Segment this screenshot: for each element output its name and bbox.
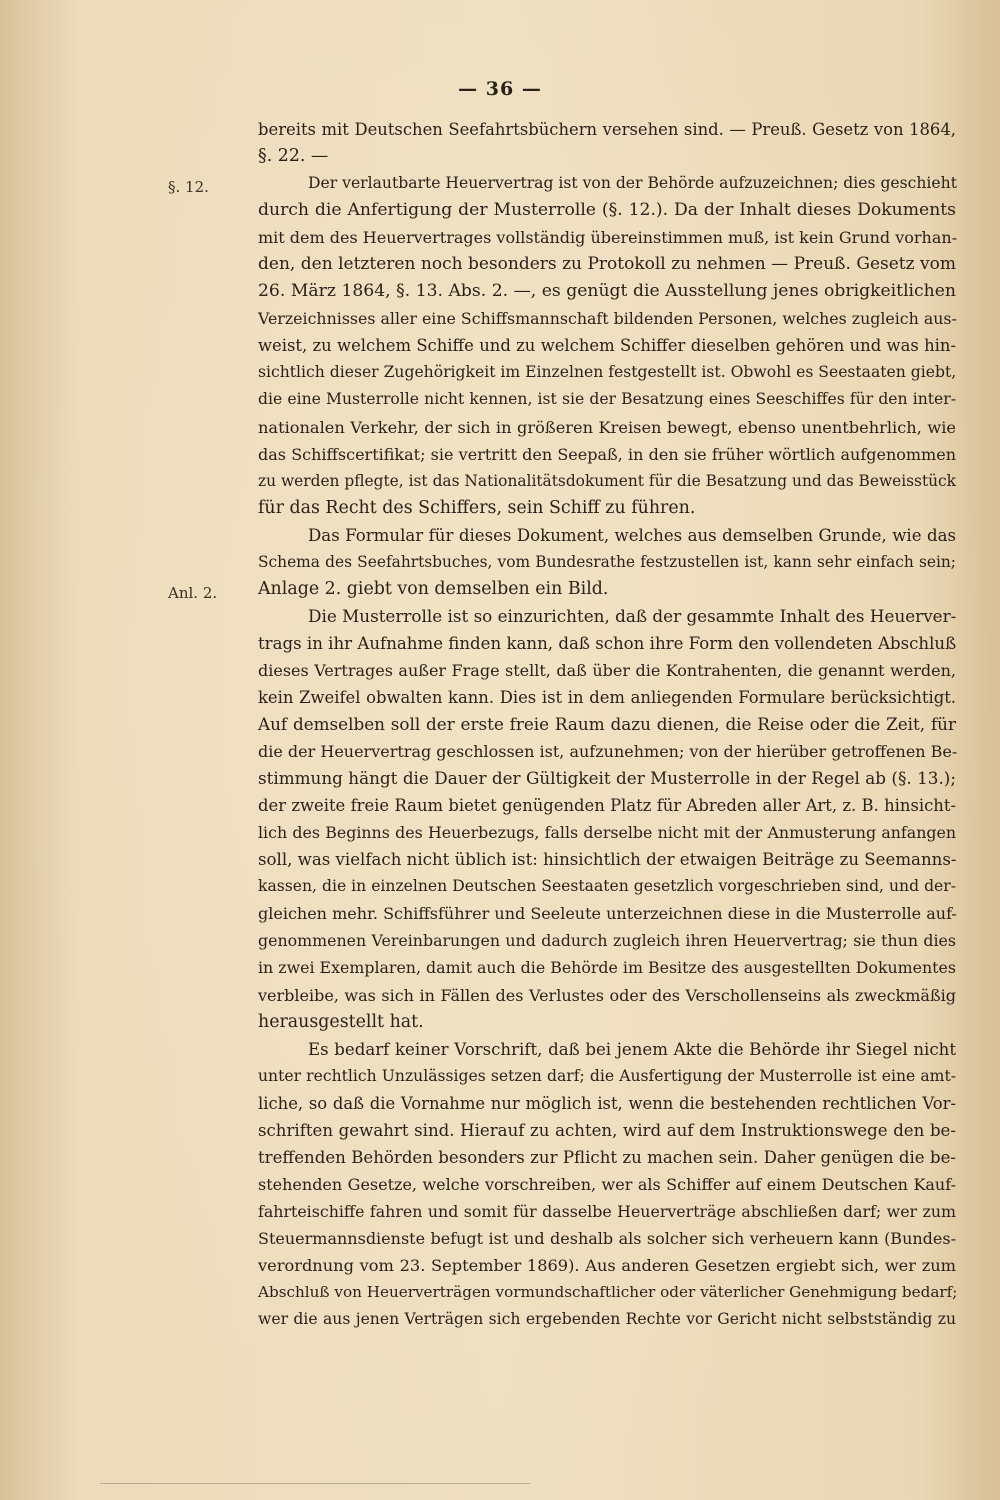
text-line: dieses Vertrages außer Frage stellt, daß über die Kontrahenten, die genannt werden, bbox=[258, 660, 956, 680]
text-line: kein Zweifel obwalten kann. Dies ist in dem anliegenden Formulare berücksichtigt. bbox=[258, 687, 956, 707]
text-line: treffenden Behörden besonders zur Pflicht zu machen sein. Daher genügen die be- bbox=[258, 1147, 956, 1167]
text-line: weist, zu welchem Schiffe und zu welchem Schiffer dieselben gehören und was hin- bbox=[258, 336, 956, 356]
text-line: durch die Anfertigung der Musterrolle (§. 12.). Da der Inhalt dieses Dokuments bbox=[258, 200, 956, 221]
text-line: bereits mit Deutschen Seefahrtsbüchern versehen sind. — Preuß. Gesetz von 1864, bbox=[258, 120, 956, 139]
margin-note-section-12: §. 12. bbox=[168, 178, 209, 196]
text-line: der zweite freie Raum bietet genügenden Platz für Abreden aller Art, z. B. hinsicht- bbox=[258, 796, 956, 816]
text-line: Steuermannsdienste befugt ist und deshalb als solcher sich verheuern kann (Bundes- bbox=[258, 1228, 956, 1248]
text-line: herausgestellt hat. bbox=[258, 1011, 424, 1032]
page-number-text: — 36 — bbox=[458, 78, 542, 100]
text-line: für das Recht des Schiffers, sein Schiff zu führen. bbox=[258, 497, 696, 518]
text-line: nationalen Verkehr, der sich in größeren Kreisen bewegt, ebenso unentbehrlich, wie bbox=[258, 417, 956, 437]
text-line: stimmung hängt die Dauer der Gültigkeit der Musterrolle in der Regel ab (§. 13.); bbox=[258, 768, 956, 789]
page-number bbox=[0, 78, 1000, 100]
text-line: in zwei Exemplaren, damit auch die Behörde im Besitze des ausgestellten Dokumentes bbox=[258, 958, 956, 978]
text-line: trags in ihr Aufnahme finden kann, daß schon ihre Form den vollendeten Abschluß bbox=[258, 633, 957, 653]
margin-note-annex-2: Anl. 2. bbox=[168, 584, 218, 602]
text-line: Der verlautbarte Heuervertrag ist von der Behörde aufzuzeichnen; dies geschieht bbox=[308, 174, 957, 193]
text-line: den, den letzteren noch besonders zu Protokoll zu nehmen — Preuß. Gesetz vom bbox=[258, 254, 956, 275]
text-line: Anlage 2. giebt von demselben ein Bild. bbox=[258, 578, 609, 599]
text-line: unter rechtlich Unzulässiges setzen darf; die Ausfertigung der Musterrolle ist eine amt- bbox=[258, 1066, 956, 1085]
text-line: zu werden pflegte, ist das Nationalitätsdokument für die Besatzung und das Beweisstück bbox=[258, 471, 956, 490]
text-line: sichtlich dieser Zugehörigkeit im Einzelnen festgestellt ist. Obwohl es Seestaaten giebt, bbox=[258, 363, 957, 382]
text-line: lich des Beginns des Heuerbezugs, falls derselbe nicht mit der Anmusterung anfangen bbox=[258, 823, 956, 843]
text-line: Verzeichnisses aller eine Schiffsmannschaft bildenden Personen, welches zugleich aus- bbox=[258, 309, 957, 329]
text-line: mit dem des Heuervertrages vollständig übereinstimmen muß, ist kein Grund vorhan- bbox=[258, 228, 958, 248]
text-line: Schema des Seefahrtsbuches, vom Bundesrathe festzustellen ist, kann sehr einfach sein; bbox=[258, 552, 956, 571]
text-line: Es bedarf keiner Vorschrift, daß bei jenem Akte die Behörde ihr Siegel nicht bbox=[308, 1039, 956, 1059]
text-line: verordnung vom 23. September 1869). Aus anderen Gesetzen ergiebt sich, wer zum bbox=[258, 1255, 956, 1275]
text-line: fahrteischiffe fahren und somit für dasselbe Heuerverträge abschließen darf; wer zum bbox=[258, 1201, 956, 1221]
text-line: Abschluß von Heuerverträgen vormundschaftlicher oder väterlicher Genehmigung bedarf; bbox=[258, 1283, 958, 1302]
body-text bbox=[258, 116, 956, 1333]
text-line: genommenen Vereinbarungen und dadurch zugleich ihren Heuervertrag; sie thun dies bbox=[258, 931, 956, 951]
text-line: stehenden Gesetze, welche vorschreiben, wer als Schiffer auf einem Deutschen Kauf- bbox=[258, 1174, 956, 1194]
text-line: 26. März 1864, §. 13. Abs. 2. —, es genügt die Ausstellung jenes obrigkeitlichen bbox=[258, 281, 956, 302]
bottom-edge-rule bbox=[100, 1483, 530, 1484]
text-line: die eine Musterrolle nicht kennen, ist sie der Besatzung eines Seeschiffes für den inter- bbox=[258, 390, 956, 409]
text-line: das Schiffscertifikat; sie vertritt den Seepaß, in den sie früher wörtlich aufgenommen bbox=[258, 444, 956, 464]
text-line: die der Heuervertrag geschlossen ist, aufzunehmen; von der hierüber getroffenen Be- bbox=[258, 742, 958, 762]
text-line: gleichen mehr. Schiffsführer und Seeleute unterzeichnen diese in die Musterrolle auf- bbox=[258, 904, 957, 924]
text-line: Das Formular für dieses Dokument, welches aus demselben Grunde, wie das bbox=[308, 525, 956, 545]
text-line: Die Musterrolle ist so einzurichten, daß der gesammte Inhalt des Heuerver- bbox=[308, 605, 957, 626]
text-line: soll, was vielfach nicht üblich ist: hinsichtlich der etwaigen Beiträge zu Seemanns- bbox=[258, 850, 957, 870]
text-line: liche, so daß die Vornahme nur möglich ist, wenn die bestehenden rechtlichen Vor- bbox=[258, 1093, 956, 1113]
text-line: §. 22. — bbox=[258, 146, 329, 167]
text-line: verbleibe, was sich in Fällen des Verlustes oder des Verschollenseins als zweckmäßig bbox=[258, 985, 956, 1005]
text-line: wer die aus jenen Verträgen sich ergebenden Rechte vor Gericht nicht selbstständig zu bbox=[258, 1310, 956, 1329]
text-line: schriften gewahrt sind. Hierauf zu achten, wird auf dem Instruktionswege den be- bbox=[258, 1120, 956, 1140]
text-line: kassen, die in einzelnen Deutschen Seestaaten gesetzlich vorgeschrieben sind, und der- bbox=[258, 877, 956, 896]
text-line: Auf demselben soll der erste freie Raum dazu dienen, die Reise oder die Zeit, für bbox=[258, 714, 956, 735]
